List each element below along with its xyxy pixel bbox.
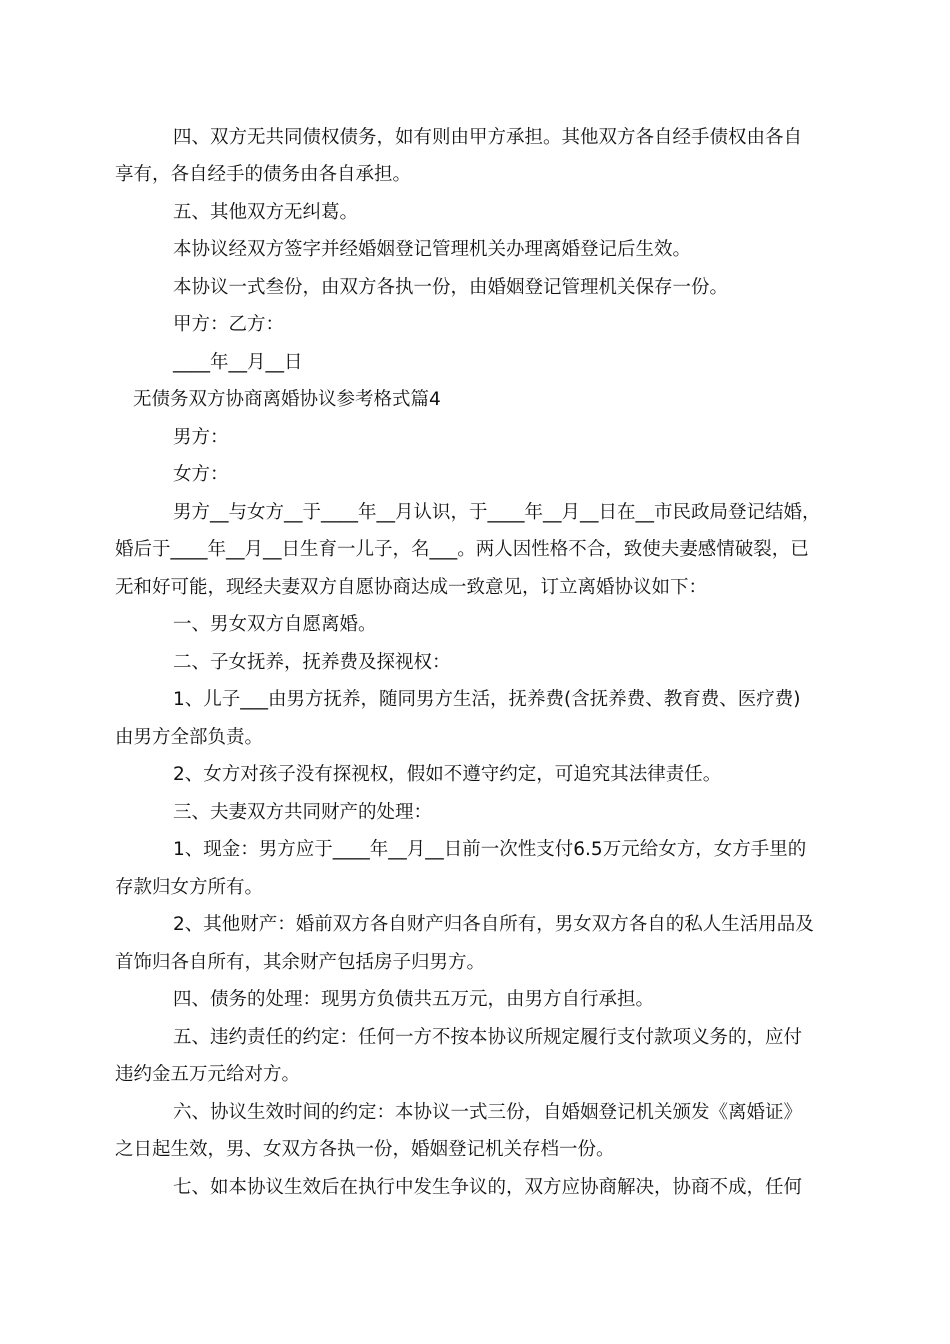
clause-6-line-1: 六、协议生效时间的约定：本协议一式三份，自婚姻登记机关颁发《离婚证》 [173, 1102, 803, 1123]
clause-3-2-line-2: 首饰归各自所有，其余财产包括房子归男方。 [115, 952, 486, 973]
clause-2-1-line-1: 1、儿子___由男方抚养，随同男方生活，抚养费(含抚养费、教育费、医疗费) [173, 689, 801, 710]
signature-date: ____年__月__日 [173, 352, 303, 373]
intro-paragraph-line-3: 无和好可能，现经夫妻双方自愿协商达成一致意见，订立离婚协议如下： [115, 577, 708, 598]
clause-4: 四、债务的处理：现男方负债共五万元，由男方自行承担。 [173, 989, 655, 1010]
clause-5-line-1: 五、违约责任的约定：任何一方不按本协议所规定履行支付款项义务的，应付 [173, 1027, 803, 1048]
party-male: 男方： [173, 427, 229, 448]
clause-3-heading: 三、夫妻双方共同财产的处理： [173, 802, 433, 823]
intro-paragraph-line-2: 婚后于____年__月__日生育一儿子，名___。两人因性格不合，致使夫妻感情破裂，已 [115, 539, 809, 560]
paragraph-4: 本协议一式叁份，由双方各执一份，由婚姻登记管理机关保存一份。 [173, 277, 729, 298]
signature-parties: 甲方：乙方： [173, 314, 285, 335]
party-female: 女方： [173, 464, 229, 485]
paragraph-1-line-2: 享有，各自经手的债务由各自承担。 [115, 164, 412, 185]
clause-3-1-line-2: 存款归女方所有。 [115, 877, 264, 898]
paragraph-1-line-1: 四、双方无共同债权债务，如有则由甲方承担。其他双方各自经手债权由各自 [173, 127, 803, 148]
clause-5-line-2: 违约金五万元给对方。 [115, 1064, 301, 1085]
clause-2-heading: 二、子女抚养，抚养费及探视权： [173, 652, 451, 673]
clause-7-line-1: 七、如本协议生效后在执行中发生争议的，双方应协商解决，协商不成，任何 [173, 1177, 803, 1198]
section-heading: 无债务双方协商离婚协议参考格式篇4 [133, 389, 441, 410]
intro-paragraph-line-1: 男方__与女方__于____年__月认识，于____年__月__日在__市民政局登记结婚， [173, 502, 821, 523]
clause-6-line-2: 之日起生效，男、女双方各执一份，婚姻登记机关存档一份。 [115, 1139, 615, 1160]
paragraph-2: 五、其他双方无纠葛。 [173, 202, 359, 223]
clause-2-2: 2、女方对孩子没有探视权，假如不遵守约定，可追究其法律责任。 [173, 764, 722, 785]
clause-1: 一、男女双方自愿离婚。 [173, 614, 377, 635]
clause-2-1-line-2: 由男方全部负责。 [115, 727, 264, 748]
clause-3-2-line-1: 2、其他财产：婚前双方各自财产归各自所有，男女双方各自的私人生活用品及 [173, 914, 814, 935]
clause-3-1-line-1: 1、现金：男方应于____年__月__日前一次性支付6.5万元给女方，女方手里的 [173, 839, 807, 860]
paragraph-3: 本协议经双方签字并经婚姻登记管理机关办理离婚登记后生效。 [173, 239, 692, 260]
